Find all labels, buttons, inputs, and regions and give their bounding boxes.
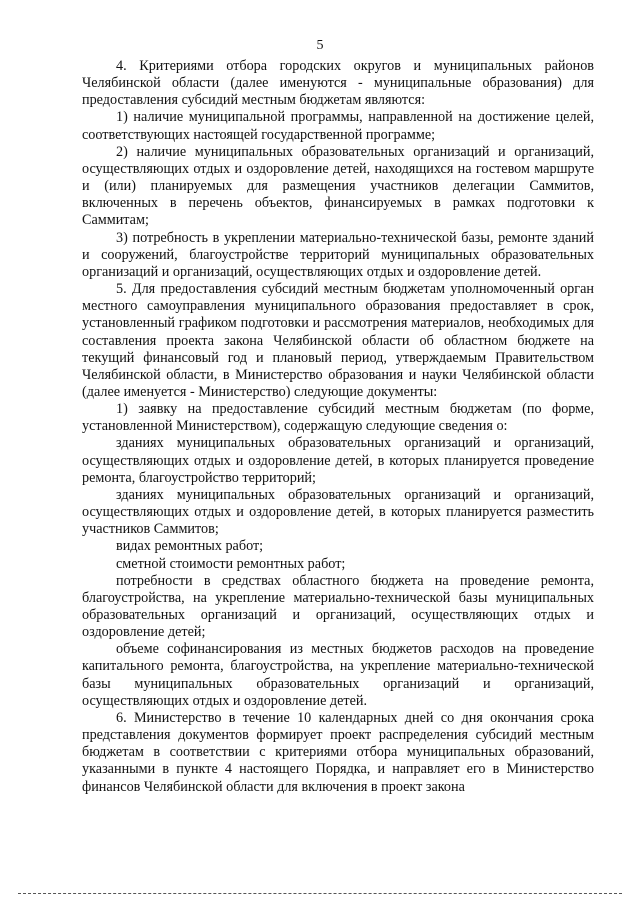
footer-divider [18, 893, 622, 894]
paragraph-criteria: 4. Критериями отбора городских округов и муниципальных районов Челябинской области (далее именуются - муниципальные образования) для предоставления субсидий местным бюджетам являются: [82, 58, 594, 109]
paragraph-application: 1) заявку на предоставление субсидий местным бюджетам (по форме, установленной Министерством), содержащую следующие сведения о: [82, 401, 594, 435]
paragraph-criterion-3: 3) потребность в укреплении материально-технической базы, ремонте зданий и сооружений, благоустройстве территорий муниципальных образовательных организаций и организаций, осуществляющих отдых и оздоровление детей. [82, 229, 594, 280]
paragraph-estimate: сметной стоимости ремонтных работ; [116, 555, 346, 572]
paragraph-ministry-procedure: 6. Министерство в течение 10 календарных дней со дня окончания срока представления документов формирует проект распределения субсидий местным бюджетам в соответствии с критериями отбора муниципальных образований, указанными в пункте 4 настоящего Порядка, и направляет его в Министерство финансов Челябинской области для включения в проект закона [82, 709, 594, 795]
paragraph-criterion-1: 1) наличие муниципальной программы, направленной на достижение целей, соответствующих настоящей государственной программе; [82, 109, 594, 143]
page-number: 5 [316, 38, 324, 53]
paragraph-work-types: видах ремонтных работ; [116, 538, 264, 555]
paragraph-buildings-repair: зданиях муниципальных образовательных организаций и организаций, осуществляющих отдых и оздоровление детей, в которых планируется проведение ремонта, благоустройство территорий; [82, 435, 594, 486]
paragraph-cofinancing: объеме софинансирования из местных бюджетов расходов на проведение капитального ремонта, благоустройства, на укрепление материально-технической базы муниципальных образовательных организаций и организаций, осуществляющих отдых и оздоровление детей. [82, 641, 594, 709]
paragraph-documents: 5. Для предоставления субсидий местным бюджетам уполномоченный орган местного самоуправления муниципального образования предоставляет в срок, установленный графиком подготовки и рассмотрения материалов, необходимых для составления проекта закона Челябинской области об областном бюджете на текущий финансовый год и плановый период, утверждаемым Правительством Челябинской области, в Министерство образования и науки Челябинской области (далее именуется - Министерство) следующие документы: [82, 281, 594, 400]
document-body [82, 58, 594, 796]
paragraph-buildings-summit: зданиях муниципальных образовательных организаций и организаций, осуществляющих отдых и оздоровление детей, в которых планируется разместить участников Саммитов; [82, 486, 594, 538]
paragraph-criterion-2: 2) наличие муниципальных образовательных организаций и организаций, осуществляющих отдых и оздоровление детей, находящихся на гостевом маршруте и (или) планируемых для размещения участников делегации Саммитов, включенных в перечень объектов, финансируемых в рамках подготовки к Саммитам; [82, 143, 594, 229]
paragraph-funding-need: потребности в средствах областного бюджета на проведение ремонта, благоустройства, на укрепление материально-технической базы муниципальных образовательных организаций и организаций, осуществляющих отдых и оздоровление детей; [82, 572, 594, 641]
